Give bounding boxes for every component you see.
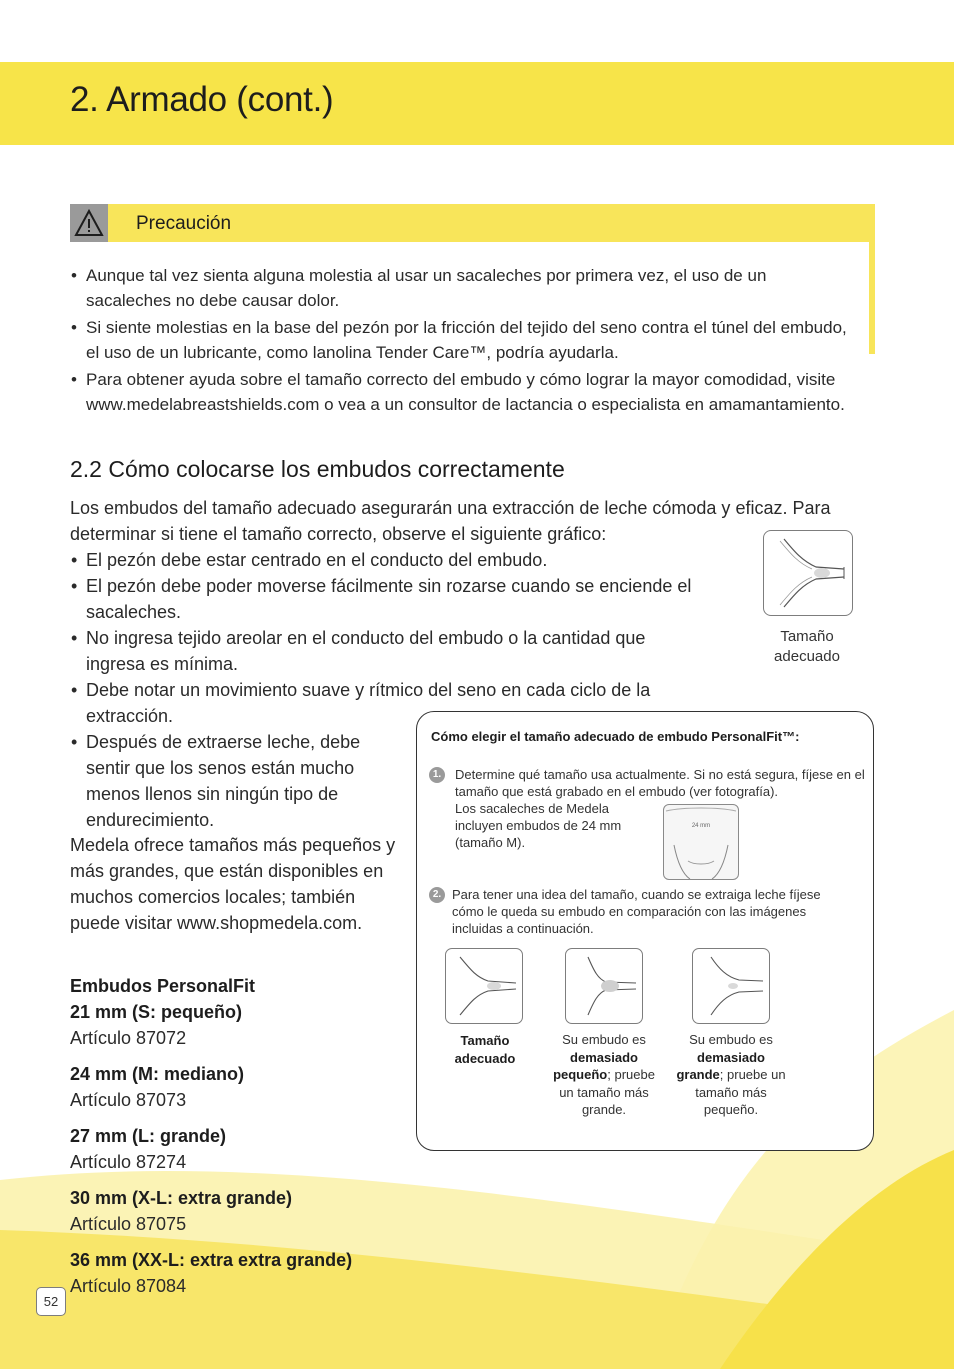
- size-label: 36 mm (XX-L: extra extra grande): [70, 1250, 353, 1270]
- step-2-text: Para tener una idea del tamaño, cuando se extraiga leche fíjese cómo le queda su embudo en comparación con las imágenes incluidas a continuación.: [452, 887, 821, 936]
- fit-large-post: ; pruebe un tamaño más pequeño.: [695, 1067, 786, 1117]
- caution-item: • Para obtener ayuda sobre el tamaño correcto del embudo y cómo lograr la mayor comodidad, visite www.medelabreastshields.com o vea a un consultor de lactancia o especialista en amamantamiento.: [70, 368, 855, 417]
- fit-large-pre: Su embudo es: [689, 1032, 773, 1047]
- fit-small-pre: Su embudo es: [562, 1032, 646, 1047]
- figure-caption: Tamaño adecuado: [774, 628, 840, 665]
- fit-correct-caption: [429, 1032, 541, 1067]
- page-title: 2. Armado (cont.): [70, 80, 334, 119]
- size-item: [70, 1185, 430, 1237]
- step-1-text: Determine qué tamaño usa actualmente. Si no está segura, fíjese en el tamaño que está grabado en el embudo (ver fotografía).: [455, 767, 865, 799]
- fit-correct-figure: [445, 948, 523, 1024]
- size-label: 24 mm (M: mediano): [70, 1064, 245, 1084]
- article-number: Artículo 87075: [70, 1214, 187, 1234]
- section-heading: 2.2 Cómo colocarse los embudos correctamente: [70, 456, 565, 482]
- step-2-number: 2.: [429, 887, 445, 903]
- fit-large-caption: [675, 1031, 787, 1119]
- step-1-number: 1.: [429, 767, 445, 783]
- size-label: 30 mm (X-L: extra grande): [70, 1188, 293, 1208]
- shield-too-small-icon: [566, 949, 642, 1023]
- intro-text: Los embudos del tamaño adecuado asegurarán una extracción de leche cómoda y eficaz. Para determinar si tiene el tamaño correcto, observe el siguiente gráfico:: [70, 498, 831, 544]
- warning-box: [70, 204, 108, 242]
- shield-photo: [663, 804, 739, 880]
- shield-size-mark: 24 mm: [691, 823, 711, 829]
- fit-small-figure: [565, 948, 643, 1024]
- fit-small-strong: demasiado pequeño: [553, 1049, 638, 1082]
- size-list-heading: Embudos PersonalFit: [70, 976, 256, 996]
- size-item: [70, 1123, 430, 1175]
- size-item: [70, 1247, 430, 1299]
- fit-small-post: ; pruebe un tamaño más grande.: [559, 1067, 655, 1117]
- size-guide-panel: [416, 711, 874, 1151]
- warning-triangle-icon: [74, 208, 104, 238]
- panel-title: Cómo elegir el tamaño adecuado de embudo PersonalFit™:: [431, 729, 800, 744]
- size-item: [70, 1061, 430, 1113]
- size-label: 21 mm (S: pequeño): [70, 1002, 243, 1022]
- article-number: Artículo 87073: [70, 1090, 187, 1110]
- shield-too-large-icon: [693, 949, 769, 1023]
- fit-large-figure: [692, 948, 770, 1024]
- caution-label: Precaución: [136, 213, 232, 234]
- size-item: [70, 973, 430, 1051]
- shield-correct-icon: [446, 949, 522, 1023]
- caution-rule: [869, 242, 875, 354]
- breast-shield-illustration: [764, 531, 852, 615]
- fit-bullet: • El pezón debe estar centrado en el conducto del embudo.: [70, 547, 746, 573]
- fit-bullet: • Después de extraerse leche, debe sentir que los senos están mucho menos llenos sin ningún tipo de endurecimiento.: [70, 729, 386, 833]
- fit-bullet: • El pezón debe poder moverse fácilmente sin rozarse cuando se enciende el sacaleches.: [70, 573, 746, 625]
- shield-photo-drawing: [664, 805, 738, 879]
- caution-bar: [70, 204, 875, 242]
- fit-small-caption: [548, 1031, 660, 1119]
- size-label: 27 mm (L: grande): [70, 1126, 227, 1146]
- article-number: Artículo 87072: [70, 1028, 187, 1048]
- fit-bullet: • No ingresa tejido areolar en el conducto del embudo o la cantidad que ingresa es mínima.: [70, 625, 706, 677]
- fit-large-strong: demasiado grande: [676, 1049, 765, 1082]
- caution-item: • Si siente molestias en la base del pezón por la fricción del tejido del seno contra el túnel del embudo, el uso de un lubricante, como lanolina Tender Care™, podría ayudarla.: [70, 316, 855, 365]
- fit-bullet: • Debe notar un movimiento suave y rítmico del seno en cada ciclo de la extracción.: [70, 677, 706, 729]
- size-list: [70, 973, 430, 1309]
- article-number: Artículo 87084: [70, 1276, 187, 1296]
- fit-correct-caption-text: Tamaño adecuado: [454, 1033, 516, 1066]
- step-1-note: Los sacaleches de Medela incluyen embudos de 24 mm (tamaño M).: [455, 801, 622, 850]
- caution-list: [70, 264, 855, 420]
- page-number: 52: [36, 1287, 66, 1316]
- article-number: Artículo 87274: [70, 1152, 187, 1172]
- caution-item: • Aunque tal vez sienta alguna molestia al usar un sacaleches por primera vez, el uso de un sacaleches no debe causar dolor.: [70, 264, 855, 313]
- correct-fit-figure: [763, 530, 853, 616]
- offer-text: Medela ofrece tamaños más pequeños y más grandes, que están disponibles en muchos comercios locales; también puede visitar www.shopmedela.com.: [70, 835, 396, 933]
